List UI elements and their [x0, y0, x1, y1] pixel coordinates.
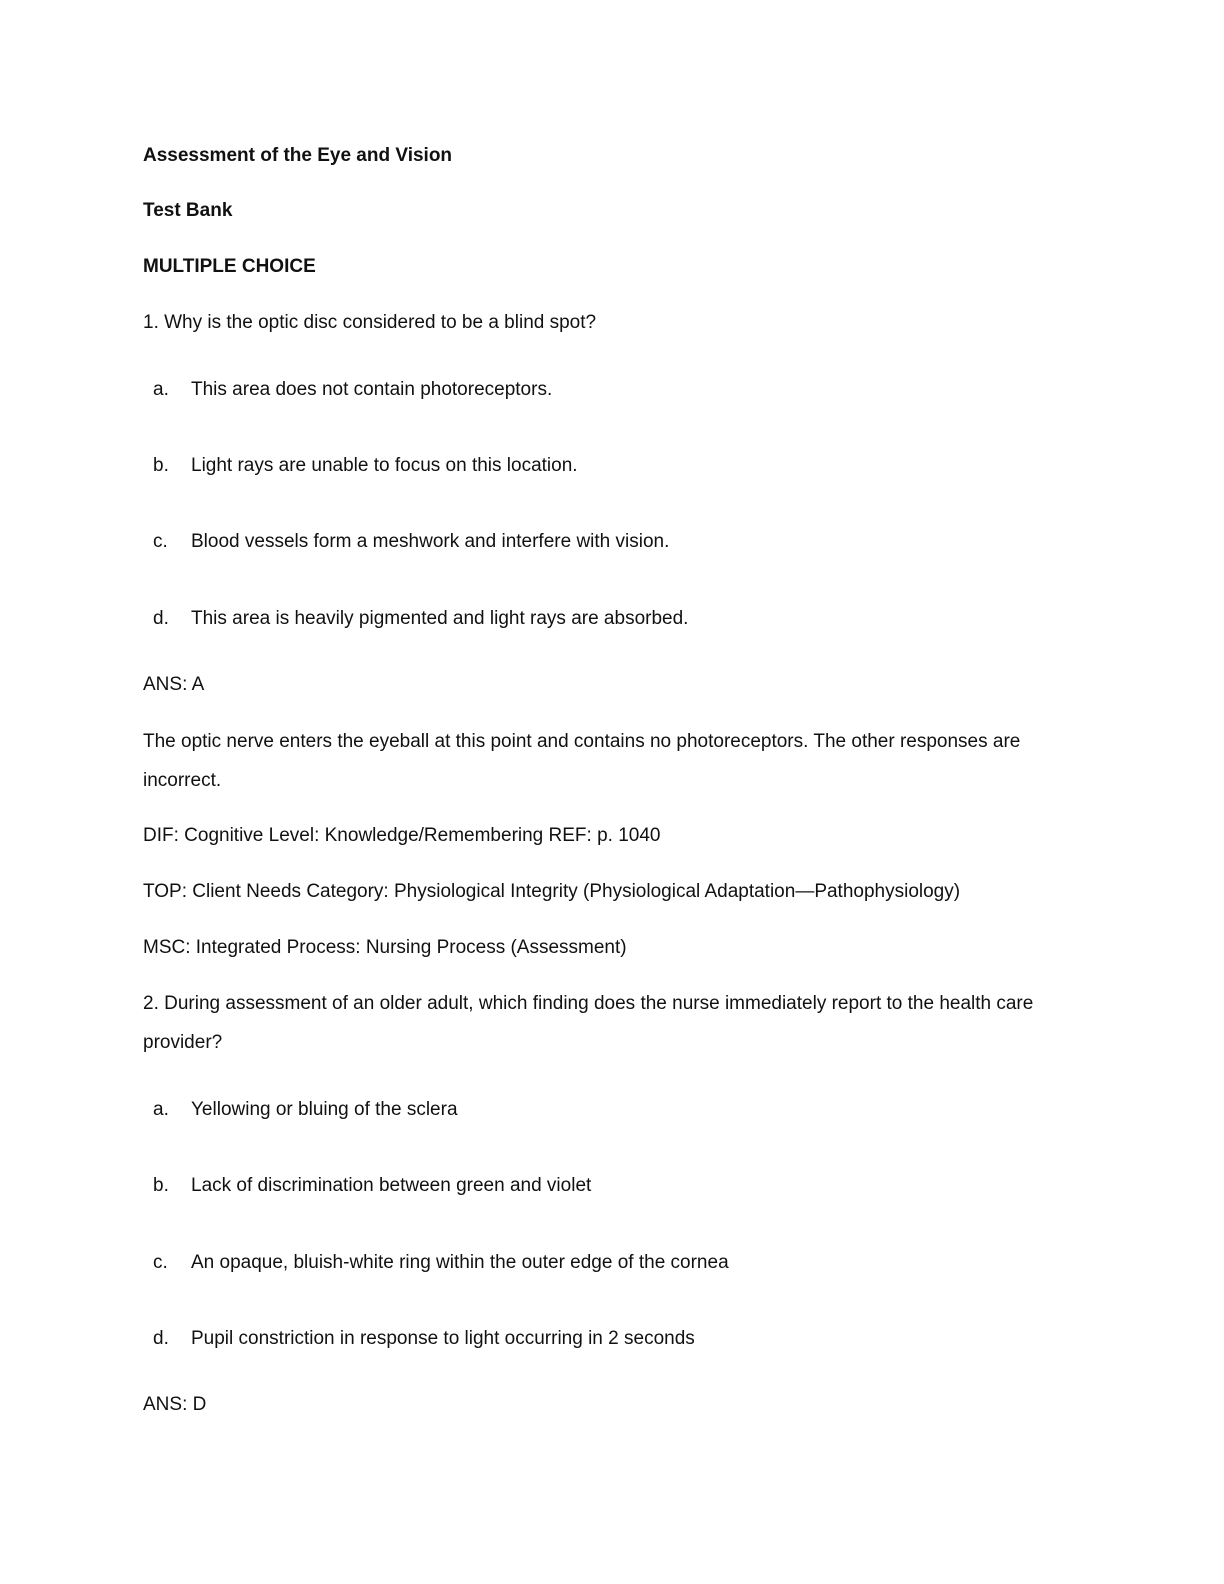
question-2-answer: ANS: D [143, 1394, 207, 1415]
option-text: Pupil constriction in response to light occurring in 2 seconds [191, 1328, 695, 1349]
question-2-option-d [153, 1326, 695, 1352]
section-heading: MULTIPLE CHOICE [143, 256, 316, 277]
question-1-option-c [153, 529, 669, 555]
question-1-stem: 1. Why is the optic disc considered to be a blind spot? [143, 312, 597, 333]
option-text: Light rays are unable to focus on this location. [191, 455, 578, 476]
option-letter: b. [153, 455, 169, 476]
option-letter: c. [153, 1252, 168, 1273]
document-subtitle: Test Bank [143, 200, 233, 221]
question-1-option-d [153, 606, 688, 632]
option-letter: c. [153, 531, 168, 552]
document-title: Assessment of the Eye and Vision [143, 145, 453, 166]
option-text: Yellowing or bluing of the sclera [191, 1099, 458, 1120]
option-text: This area is heavily pigmented and light rays are absorbed. [191, 608, 689, 629]
option-text: Blood vessels form a meshwork and interfere with vision. [191, 531, 670, 552]
option-letter: d. [153, 608, 169, 629]
option-text: This area does not contain photoreceptors. [191, 379, 553, 400]
question-2-option-c [153, 1250, 729, 1276]
question-2-option-b [153, 1173, 591, 1199]
option-letter: a. [153, 379, 169, 400]
option-text: Lack of discrimination between green and violet [191, 1175, 592, 1196]
question-1-answer: ANS: A [143, 674, 205, 695]
question-1-difficulty: DIF: Cognitive Level: Knowledge/Remembering REF: p. 1040 [143, 825, 661, 846]
question-1-rationale: The optic nerve enters the eyeball at this point and contains no photoreceptors. The other responses are incorrect. [143, 731, 1021, 791]
question-2-option-a [153, 1097, 458, 1123]
option-letter: a. [153, 1099, 169, 1120]
question-1-option-b [153, 453, 578, 479]
option-letter: d. [153, 1328, 169, 1349]
option-letter: b. [153, 1175, 169, 1196]
question-1-option-a [153, 377, 552, 403]
option-text: An opaque, bluish-white ring within the outer edge of the cornea [191, 1252, 729, 1273]
question-1-topic: TOP: Client Needs Category: Physiological Integrity (Physiological Adaptation—Pathophysiology) [143, 881, 961, 902]
question-1-misc: MSC: Integrated Process: Nursing Process (Assessment) [143, 937, 627, 958]
question-2-stem: 2. During assessment of an older adult, which finding does the nurse immediately report to the health care provider? [143, 993, 1034, 1053]
